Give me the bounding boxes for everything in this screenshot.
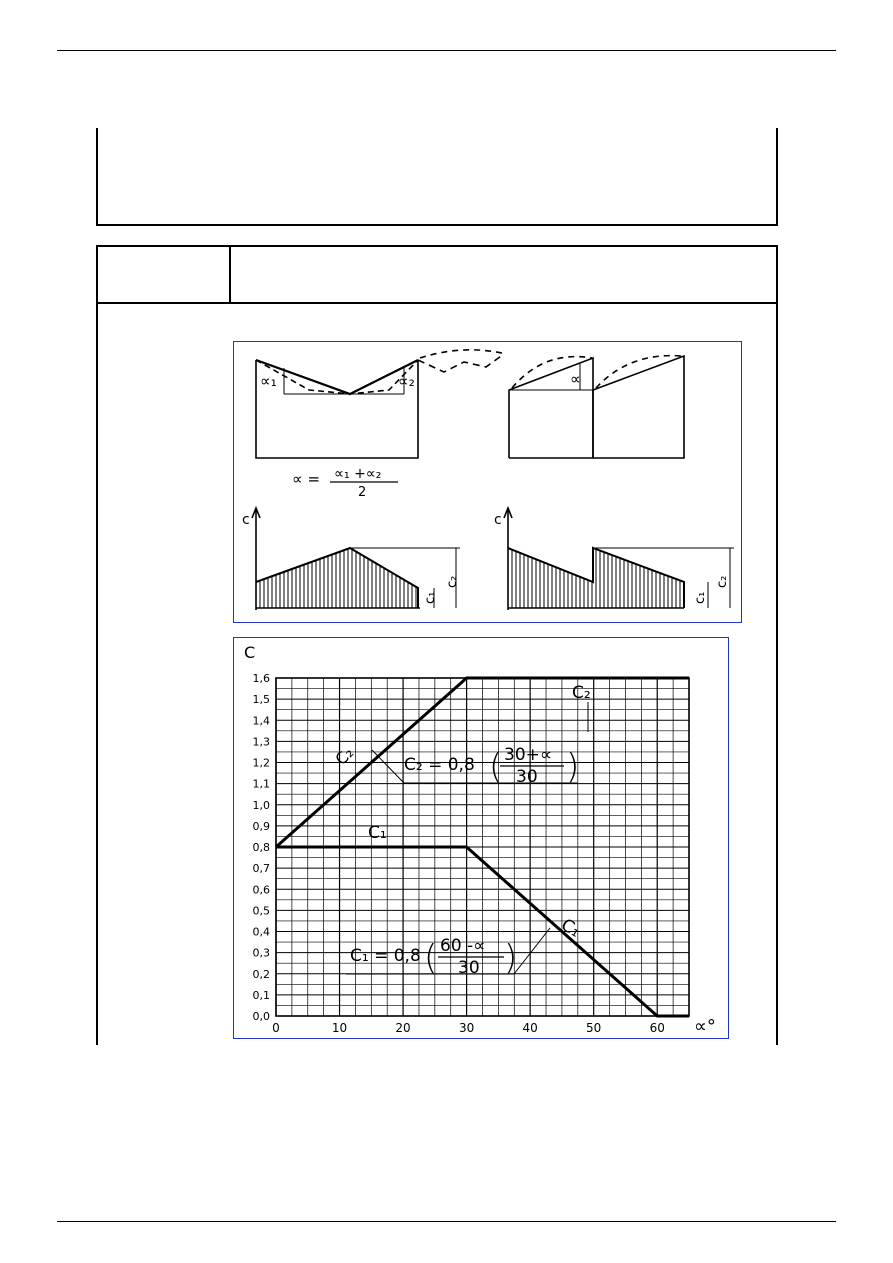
series-label-c2-flat: C₂ [572, 683, 591, 703]
alpha2-label: ∝₂ [398, 372, 415, 390]
formula-c2-paren-close: ) [566, 747, 580, 787]
formula-c1-den: 30 [458, 958, 480, 978]
dashed-arc [420, 350, 506, 358]
alpha1-label: ∝₁ [260, 372, 277, 390]
sawtooth-arc-b [596, 356, 682, 388]
butterfly-roof [256, 360, 418, 394]
y-tick-label: 0,5 [252, 904, 270, 918]
y-axis-label: C [244, 643, 256, 662]
hatch-right [512, 549, 680, 608]
coefficient-chart-figure [233, 637, 729, 1039]
y-tick-labels [253, 672, 271, 1023]
formula-denominator: 2 [358, 485, 367, 500]
x-tick-label: 20 [395, 1021, 411, 1035]
c2-label-right: c₂ [715, 575, 730, 588]
box-bottom-border [96, 224, 778, 226]
formula-numerator: ∝₁ +∝₂ [334, 466, 382, 482]
y-tick-label: 1,5 [252, 693, 270, 707]
c-axis-label-right: c [494, 512, 502, 528]
c1-label-right: c₁ [693, 591, 708, 604]
x-tick-labels [272, 1021, 665, 1035]
hatch-left [260, 549, 416, 608]
c2-label-left: c₂ [445, 575, 460, 588]
y-tick-label: 0,4 [252, 925, 270, 939]
formula-c1-paren-close: ) [504, 938, 518, 978]
formula-lhs: ∝ = [292, 470, 321, 488]
x-tick-label: 10 [331, 1021, 348, 1035]
y-tick-label: 0,7 [252, 862, 270, 876]
y-tick-label: 0,0 [252, 1010, 270, 1023]
roof-diagram [234, 342, 741, 622]
y-tick-label: 0,8 [252, 841, 270, 854]
coefficient-chart [234, 638, 728, 1038]
y-tick-label: 1,0 [252, 798, 270, 812]
x-axis-label: ∝° [694, 1016, 716, 1037]
y-tick-label: 0,6 [252, 883, 270, 897]
table-header-separator [96, 302, 778, 304]
y-tick-label: 1,4 [252, 714, 270, 728]
formula-c2-num: 30+∝ [504, 745, 553, 765]
y-tick-label: 1,3 [252, 735, 270, 749]
y-tick-label: 1,2 [252, 756, 270, 770]
table-column-divider [229, 245, 231, 303]
formula-c2-den: 30 [516, 767, 538, 787]
series-label-c2-diagonal: C₂ [331, 742, 358, 769]
formula-c2-paren-open: ( [489, 747, 503, 787]
y-tick-label: 1,6 [252, 672, 270, 685]
y-tick-label: 1,1 [252, 777, 270, 791]
footer-rule [57, 1221, 836, 1222]
roof-diagram-figure [233, 341, 742, 623]
x-tick-label: 60 [649, 1021, 665, 1035]
x-tick-label: 30 [458, 1021, 475, 1035]
formula-c2-lhs: C₂ = 0,8 [404, 755, 475, 775]
y-tick-label: 0,2 [252, 967, 270, 981]
box-left-border [96, 128, 98, 226]
header-rule [57, 50, 836, 51]
building-right-b [593, 356, 684, 458]
table-right-border [776, 245, 778, 1045]
series-label-c1-flat: C₁ [368, 823, 387, 843]
y-tick-label: 0,9 [252, 819, 270, 833]
formula-c1-num: 60 -∝ [440, 936, 486, 956]
c1-formula-leader [514, 928, 550, 974]
formula-c1-lhs: C₁ = 0,8 [350, 946, 421, 966]
box-right-border [776, 128, 778, 226]
building-left-outline [256, 360, 418, 458]
y-tick-label: 0,1 [252, 988, 270, 1002]
x-tick-label: 0 [272, 1021, 280, 1035]
c1-label-left: c₁ [423, 591, 438, 604]
alpha-label: ∝ [570, 370, 581, 388]
x-tick-label: 50 [586, 1021, 602, 1035]
table-top-border [96, 245, 778, 247]
series-label-c1-diagonal: C₁ [557, 915, 584, 942]
x-tick-label: 40 [522, 1021, 538, 1035]
y-tick-label: 0,3 [252, 946, 270, 960]
c-axis-label-left: c [242, 512, 250, 528]
table-left-border [96, 245, 98, 1045]
formula-c1-paren-open: ( [424, 938, 438, 978]
c2-formula-leader [372, 750, 404, 783]
dashed-connector [418, 354, 504, 372]
